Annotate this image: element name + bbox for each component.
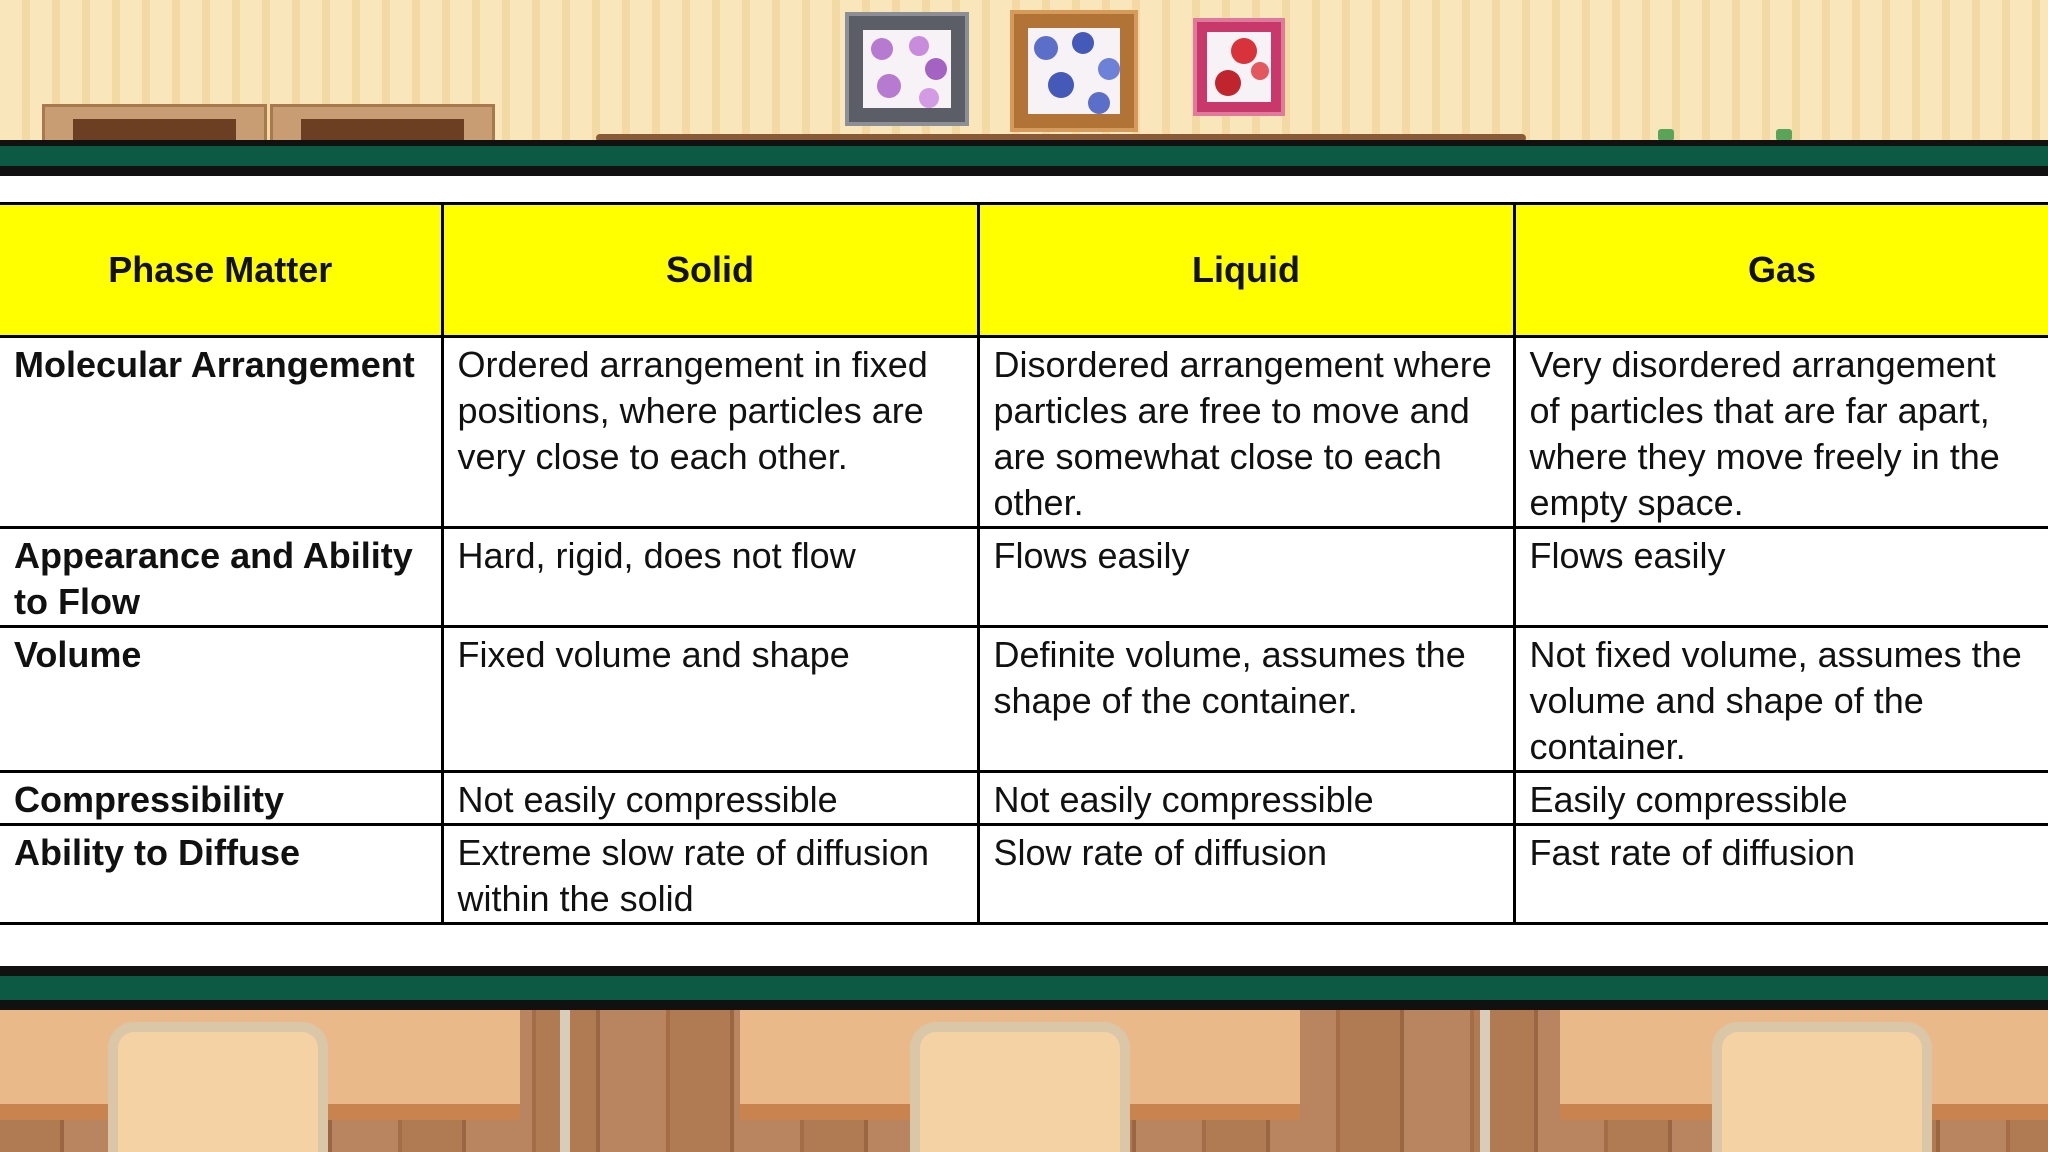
board-top-rail bbox=[0, 140, 2048, 176]
header-liquid: Liquid bbox=[978, 204, 1514, 337]
red-flower-frame-icon bbox=[1193, 18, 1285, 116]
phase-matter-table bbox=[0, 202, 2048, 925]
gas-cell: Very disordered arrangement of particles that are far apart, where they move freely in the empty space. bbox=[1514, 337, 2048, 528]
table-row bbox=[0, 825, 2048, 924]
solid-cell: Extreme slow rate of diffusion within the solid bbox=[442, 825, 978, 924]
row-label: Ability to Diffuse bbox=[0, 825, 442, 924]
solid-cell: Hard, rigid, does not flow bbox=[442, 528, 978, 627]
table-row bbox=[0, 772, 2048, 825]
liquid-cell: Flows easily bbox=[978, 528, 1514, 627]
gas-cell: Not fixed volume, assumes the volume and shape of the container. bbox=[1514, 627, 2048, 772]
gas-cell: Easily compressible bbox=[1514, 772, 2048, 825]
liquid-cell: Not easily compressible bbox=[978, 772, 1514, 825]
blue-flower-frame-icon bbox=[1010, 10, 1138, 132]
liquid-cell: Disordered arrangement where particles are free to move and are somewhat close to each other. bbox=[978, 337, 1514, 528]
table-row bbox=[0, 337, 2048, 528]
table-row bbox=[0, 528, 2048, 627]
liquid-cell: Definite volume, assumes the shape of the container. bbox=[978, 627, 1514, 772]
solid-cell: Fixed volume and shape bbox=[442, 627, 978, 772]
liquid-cell: Slow rate of diffusion bbox=[978, 825, 1514, 924]
row-label: Appearance and Ability to Flow bbox=[0, 528, 442, 627]
gas-cell: Flows easily bbox=[1514, 528, 2048, 627]
board-bottom-rail bbox=[0, 966, 2048, 1010]
solid-cell: Ordered arrangement in fixed positions, where particles are very close to each other. bbox=[442, 337, 978, 528]
row-label: Compressibility bbox=[0, 772, 442, 825]
table-row bbox=[0, 627, 2048, 772]
gas-cell: Fast rate of diffusion bbox=[1514, 825, 2048, 924]
header-solid: Solid bbox=[442, 204, 978, 337]
table-header-row bbox=[0, 204, 2048, 337]
chair-icon bbox=[108, 1022, 328, 1152]
purple-flower-frame-icon bbox=[845, 12, 969, 126]
board bbox=[0, 176, 2048, 966]
header-phase-matter: Phase Matter bbox=[0, 204, 442, 337]
header-gas: Gas bbox=[1514, 204, 2048, 337]
row-label: Volume bbox=[0, 627, 442, 772]
solid-cell: Not easily compressible bbox=[442, 772, 978, 825]
desk-leg bbox=[560, 1010, 570, 1152]
row-label: Molecular Arrangement bbox=[0, 337, 442, 528]
desk-leg bbox=[1480, 1010, 1490, 1152]
chair-icon bbox=[1712, 1022, 1932, 1152]
chair-icon bbox=[910, 1022, 1130, 1152]
